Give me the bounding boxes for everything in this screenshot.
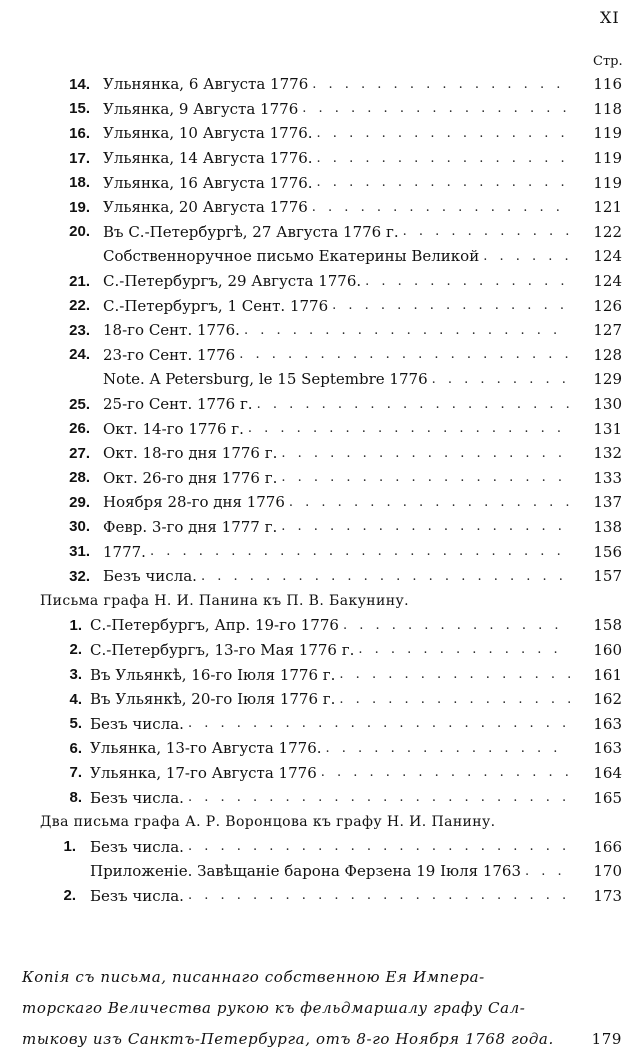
entry-number: 23. (69, 321, 90, 339)
footer-page-number: 179 (591, 1030, 622, 1048)
toc-row (0, 736, 644, 761)
entry-number: 5. (69, 715, 82, 733)
entry-page: 124 (593, 247, 622, 266)
entry-number: 22. (69, 297, 90, 315)
entry-text: Ульянка, 10 Августа 1776. (103, 124, 313, 143)
toc-row (0, 466, 644, 491)
entry-text: Окт. 18-го дня 1776 г. (103, 444, 278, 463)
entry-number: 14. (69, 75, 90, 93)
entry-page: 163 (593, 714, 622, 733)
leader-dots (432, 372, 570, 387)
footer-entry (22, 962, 622, 1055)
toc-row (0, 490, 644, 515)
entry-text: 25-го Сент. 1776 г. (103, 395, 253, 414)
entry-page: 129 (593, 370, 622, 389)
page-number: XI (600, 8, 620, 27)
leader-dots (312, 77, 570, 92)
entry-page: 158 (593, 616, 622, 635)
entry-text: Приложеніе. Завѣщаніе барона Ферзена 19 Іюля 1763 (90, 862, 522, 881)
leader-dots (248, 421, 570, 436)
entry-page: 119 (593, 173, 622, 192)
entry-text: С.-Петербургъ, 29 Августа 1776. (103, 272, 362, 291)
entry-page: 161 (593, 665, 622, 684)
entry-number: 29. (69, 493, 90, 511)
entry-page: 163 (593, 739, 622, 758)
entry-text: Въ С.-Петербургѣ, 27 Августа 1776 г. (103, 222, 399, 241)
entry-number: 15. (69, 100, 90, 118)
section-title: Два письма графа А. Р. Воронцова къ графу Н. И. Панину. (40, 814, 496, 831)
entry-number: 30. (69, 518, 90, 536)
toc-row (0, 539, 644, 564)
entry-page: 138 (593, 517, 622, 536)
toc-row (0, 687, 644, 712)
entry-page: 116 (593, 75, 622, 94)
leader-dots (339, 692, 570, 707)
entry-text: 23-го Сент. 1776 (103, 345, 236, 364)
entry-number: 2. (69, 641, 82, 659)
toc-row (0, 515, 644, 540)
entry-number: 31. (69, 543, 90, 561)
entry-number: 1. (69, 616, 82, 634)
entry-text: Въ Ульянкѣ, 16-го Іюля 1776 г. (90, 665, 336, 684)
entry-text: Безъ числа. (90, 837, 184, 856)
toc-row (0, 97, 644, 122)
leader-dots (281, 446, 570, 461)
entry-text: Ульянка, 16 Августа 1776. (103, 173, 313, 192)
toc-row (0, 220, 644, 245)
leader-dots (321, 765, 570, 780)
toc-row (0, 638, 644, 663)
leader-dots (365, 274, 570, 289)
footer-line-3-text: тыкову изъ Санктъ-Петербурга, отъ 8-го Ноября 1768 года. (22, 1030, 554, 1048)
toc-row (0, 121, 644, 146)
entry-text: С.-Петербургъ, Апр. 19-го 1776 (90, 616, 339, 635)
entry-page: 166 (593, 837, 622, 856)
toc-row (0, 711, 644, 736)
entry-number: 26. (69, 420, 90, 438)
toc-row (0, 146, 644, 171)
leader-dots (289, 495, 570, 510)
leader-dots (281, 519, 570, 534)
leader-dots (188, 716, 570, 731)
leader-dots (239, 347, 570, 362)
entry-number: 24. (69, 346, 90, 364)
leader-dots (201, 569, 570, 584)
leader-dots (317, 175, 570, 190)
leader-dots (188, 839, 570, 854)
entry-number: 28. (69, 469, 90, 487)
footer-line-2: торскаго Величества рукою къ фельдмаршалу графу Сал- (22, 999, 526, 1017)
toc-row (0, 244, 644, 269)
toc-row (0, 367, 644, 392)
toc-row (0, 613, 644, 638)
leader-dots (483, 249, 570, 264)
leader-dots (312, 200, 570, 215)
entry-number: 8. (69, 789, 82, 807)
toc-row (0, 834, 644, 859)
entry-text: Безъ числа. (90, 714, 184, 733)
entry-page: 137 (593, 493, 622, 512)
entry-page: 122 (593, 222, 622, 241)
entry-text: Ульянка, 13-го Августа 1776. (90, 739, 322, 758)
leader-dots (343, 618, 570, 633)
leader-dots (403, 224, 570, 239)
entry-text: Ульнянка, 6 Августа 1776 (103, 75, 309, 94)
entry-text: Ульянка, 20 Августа 1776 (103, 198, 308, 217)
page-column-header: Стр. (593, 54, 623, 69)
toc-row (0, 269, 644, 294)
toc-row (0, 318, 644, 343)
entry-number: 17. (69, 149, 90, 167)
entry-text: Ульянка, 17-го Августа 1776 (90, 763, 317, 782)
entry-page: 132 (593, 444, 622, 463)
leader-dots (317, 151, 570, 166)
leader-dots (339, 667, 570, 682)
entry-page: 160 (593, 640, 622, 659)
entry-text: Окт. 26-го дня 1776 г. (103, 468, 278, 487)
leader-dots (150, 544, 570, 559)
leader-dots (332, 298, 570, 313)
entry-number: 27. (69, 444, 90, 462)
entry-page: 127 (593, 321, 622, 340)
entry-page: 118 (593, 99, 622, 118)
leader-dots (244, 323, 570, 338)
footer-line-1: Копія съ письма, писаннаго собственною Ея Импера- (22, 968, 485, 986)
entry-number: 3. (69, 666, 82, 684)
entry-text: Безъ числа. (90, 886, 184, 905)
entry-page: 173 (593, 886, 622, 905)
entry-text: Безъ числа. (90, 788, 184, 807)
toc-row (0, 441, 644, 466)
entry-page: 165 (593, 788, 622, 807)
entry-number: 20. (69, 223, 90, 241)
entry-number: 32. (69, 567, 90, 585)
entry-text: Note. A Petersburg, le 15 Septembre 1776 (103, 370, 428, 389)
section-title: Письма графа Н. И. Панина къ П. В. Бакунину. (40, 592, 409, 609)
entry-page: 128 (593, 345, 622, 364)
entry-page: 133 (593, 468, 622, 487)
toc-row (0, 416, 644, 441)
footer-line-3 (22, 1024, 622, 1055)
entry-text: Въ Ульянкѣ, 20-го Іюля 1776 г. (90, 690, 336, 709)
entry-page: 162 (593, 690, 622, 709)
entry-page: 156 (593, 542, 622, 561)
toc-row (0, 195, 644, 220)
entry-page: 164 (593, 763, 622, 782)
entry-text: С.-Петербургъ, 13-го Мая 1776 г. (90, 640, 355, 659)
entry-text: Ульянка, 9 Августа 1776 (103, 99, 299, 118)
toc-row (0, 72, 644, 97)
entry-page: 130 (593, 395, 622, 414)
entry-number: 25. (69, 395, 90, 413)
leader-dots (188, 790, 570, 805)
entry-number: 4. (69, 690, 82, 708)
entry-text: Ноября 28-го дня 1776 (103, 493, 285, 512)
entry-page: 121 (593, 198, 622, 217)
entry-page: 126 (593, 296, 622, 315)
leader-dots (257, 397, 570, 412)
entry-page: 119 (593, 124, 622, 143)
entry-number: 19. (69, 198, 90, 216)
entry-text: Окт. 14-го 1776 г. (103, 419, 244, 438)
entry-text: С.-Петербургъ, 1 Сент. 1776 (103, 296, 329, 315)
leader-dots (358, 642, 570, 657)
toc-row (0, 761, 644, 786)
leader-dots (302, 101, 570, 116)
toc-row (0, 293, 644, 318)
entry-text: 18-го Сент. 1776. (103, 321, 240, 340)
toc-row (0, 343, 644, 368)
entry-number: 7. (69, 764, 82, 782)
entry-number: 21. (69, 272, 90, 290)
entry-page: 131 (593, 419, 622, 438)
entry-number: 6. (69, 739, 82, 757)
entry-page: 157 (593, 567, 622, 586)
toc-row (0, 884, 644, 909)
entry-text: Февр. 3-го дня 1777 г. (103, 517, 278, 536)
toc-row (0, 785, 644, 810)
entry-text: Собственноручное письмо Екатерины Великой (103, 247, 480, 266)
entry-page: 170 (593, 862, 622, 881)
toc-row (0, 564, 644, 589)
toc-row (0, 170, 644, 195)
entry-number: 1. (63, 838, 76, 856)
table-of-contents (0, 72, 644, 908)
leader-dots (326, 741, 570, 756)
entry-number: 18. (69, 174, 90, 192)
entry-page: 119 (593, 149, 622, 168)
entry-text: 1777. (103, 542, 146, 561)
entry-text: Безъ числа. (103, 567, 197, 586)
entry-text: Ульянка, 14 Августа 1776. (103, 149, 313, 168)
entry-number: 16. (69, 124, 90, 142)
section-title-row (0, 810, 644, 835)
leader-dots (317, 126, 570, 141)
toc-row (0, 662, 644, 687)
section-title-row (0, 588, 644, 613)
toc-row (0, 392, 644, 417)
entry-number: 2. (63, 887, 76, 905)
entry-page: 124 (593, 272, 622, 291)
leader-dots (188, 888, 570, 903)
toc-row (0, 859, 644, 884)
leader-dots (525, 864, 570, 879)
leader-dots (281, 470, 570, 485)
